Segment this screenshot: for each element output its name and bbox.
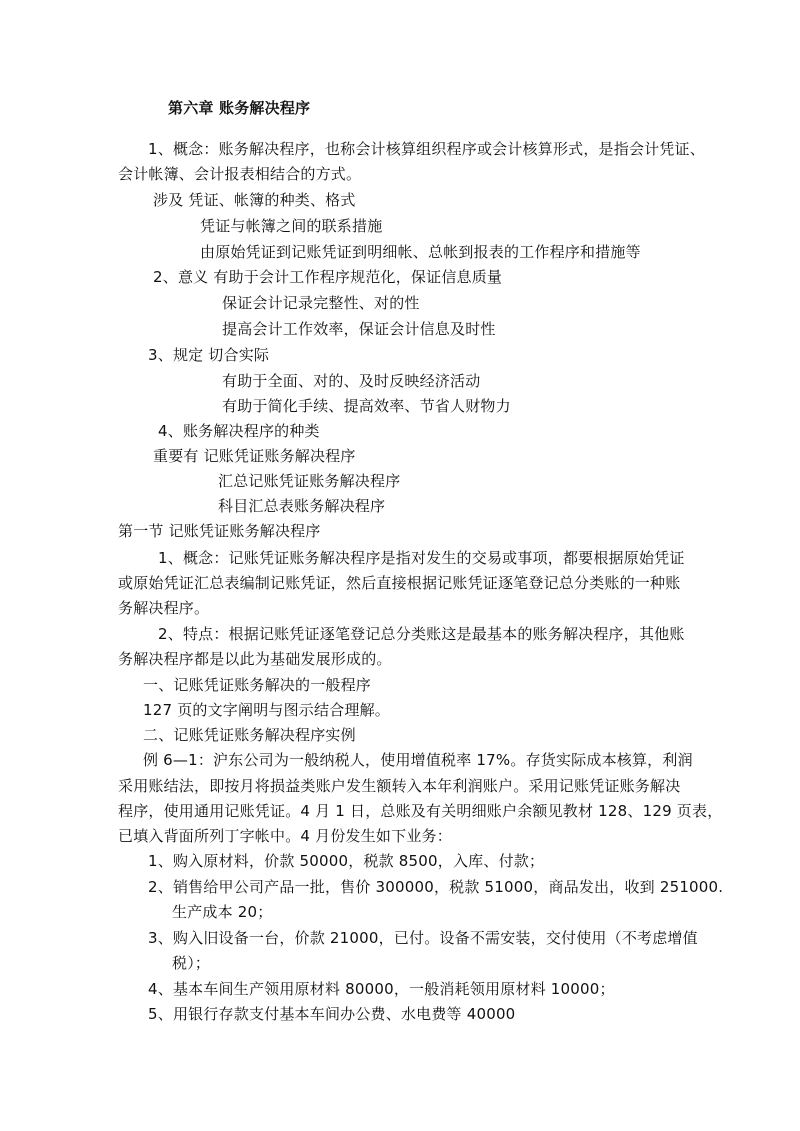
text-line: 重要有 记账凭证账务解决程序 <box>153 447 356 465</box>
list-item: 3、购入旧设备一台，价款 21000，已付。设备不需安装，交付使用（不考虑增值 <box>148 929 698 947</box>
text-line: 采用账结法，即按月将损益类账户发生额转入本年利润账户。采用记账凭证账务解决 <box>118 777 681 795</box>
subsection-heading: 二、记账凭证账务解决程序实例 <box>143 726 356 744</box>
text-line: 汇总记账凭证账务解决程序 <box>218 472 401 490</box>
section-heading: 第一节 记账凭证账务解决程序 <box>118 522 321 540</box>
text-line: 会计帐簿、会计报表相结合的方式。 <box>118 165 362 183</box>
text-line: 2、意义 有助于会计工作程序规范化，保证信息质量 <box>153 268 503 286</box>
list-item: 2、销售给甲公司产品一批，售价 300000，税款 51000，商品发出，收到 251000. <box>148 878 724 896</box>
text-line: 程序，使用通用记账凭证。4 月 1 日，总账及有关明细账户余额见教材 128、129 页表， <box>118 802 723 820</box>
text-line: 3、规定 切合实际 <box>148 346 270 364</box>
text-line: 有助于全面、对的、及时反映经济活动 <box>222 372 481 390</box>
text-line: 保证会计记录完整性、对的性 <box>222 294 420 312</box>
list-item: 4、基本车间生产领用原材料 80000，一般消耗领用原材料 10000； <box>148 980 615 998</box>
text-line: 2、特点：根据记账凭证逐笔登记总分类账这是最基本的账务解决程序，其他账 <box>158 625 685 643</box>
text-line: 科目汇总表账务解决程序 <box>218 497 386 515</box>
chapter-title: 第六章 账务解决程序 <box>168 99 311 117</box>
text-line: 有助于简化手续、提高效率、节省人财物力 <box>222 397 511 415</box>
list-item-continuation: 生产成本 20； <box>172 903 273 921</box>
list-item: 5、用银行存款支付基本车间办公费、水电费等 40000 <box>148 1005 516 1023</box>
text-line: 例 6—1：沪东公司为一般纳税人，使用增值税率 17%。存货实际成本核算，利润 <box>143 751 693 769</box>
text-line: 由原始凭证到记账凭证到明细帐、总帐到报表的工作程序和措施等 <box>200 243 641 261</box>
text-line: 凭证与帐簿之间的联系措施 <box>200 217 383 235</box>
text-line: 已填入背面所列丁字帐中。4 月份发生如下业务： <box>118 827 452 845</box>
subsection-heading: 一、记账凭证账务解决的一般程序 <box>143 676 372 694</box>
text-line: 1、概念：记账凭证账务解决程序是指对发生的交易或事项，都要根据原始凭证 <box>158 549 685 567</box>
list-item-continuation: 税）； <box>172 954 211 972</box>
text-line: 涉及 凭证、帐簿的种类、格式 <box>153 191 356 209</box>
list-item: 1、购入原材料，价款 50000，税款 8500，入库、付款； <box>148 852 545 870</box>
text-line: 4、账务解决程序的种类 <box>158 422 320 440</box>
text-line: 1、概念：账务解决程序，也称会计核算组织程序或会计核算形式，是指会计凭证、 <box>148 140 705 158</box>
text-line: 或原始凭证汇总表编制记账凭证，然后直接根据记账凭证逐笔登记总分类账的一种账 <box>118 574 681 592</box>
text-line: 务解决程序。 <box>118 599 210 617</box>
text-line: 127 页的文字阐明与图示结合理解。 <box>143 701 390 719</box>
text-line: 提高会计工作效率，保证会计信息及时性 <box>222 320 496 338</box>
text-line: 务解决程序都是以此为基础发展形成的。 <box>118 650 392 668</box>
